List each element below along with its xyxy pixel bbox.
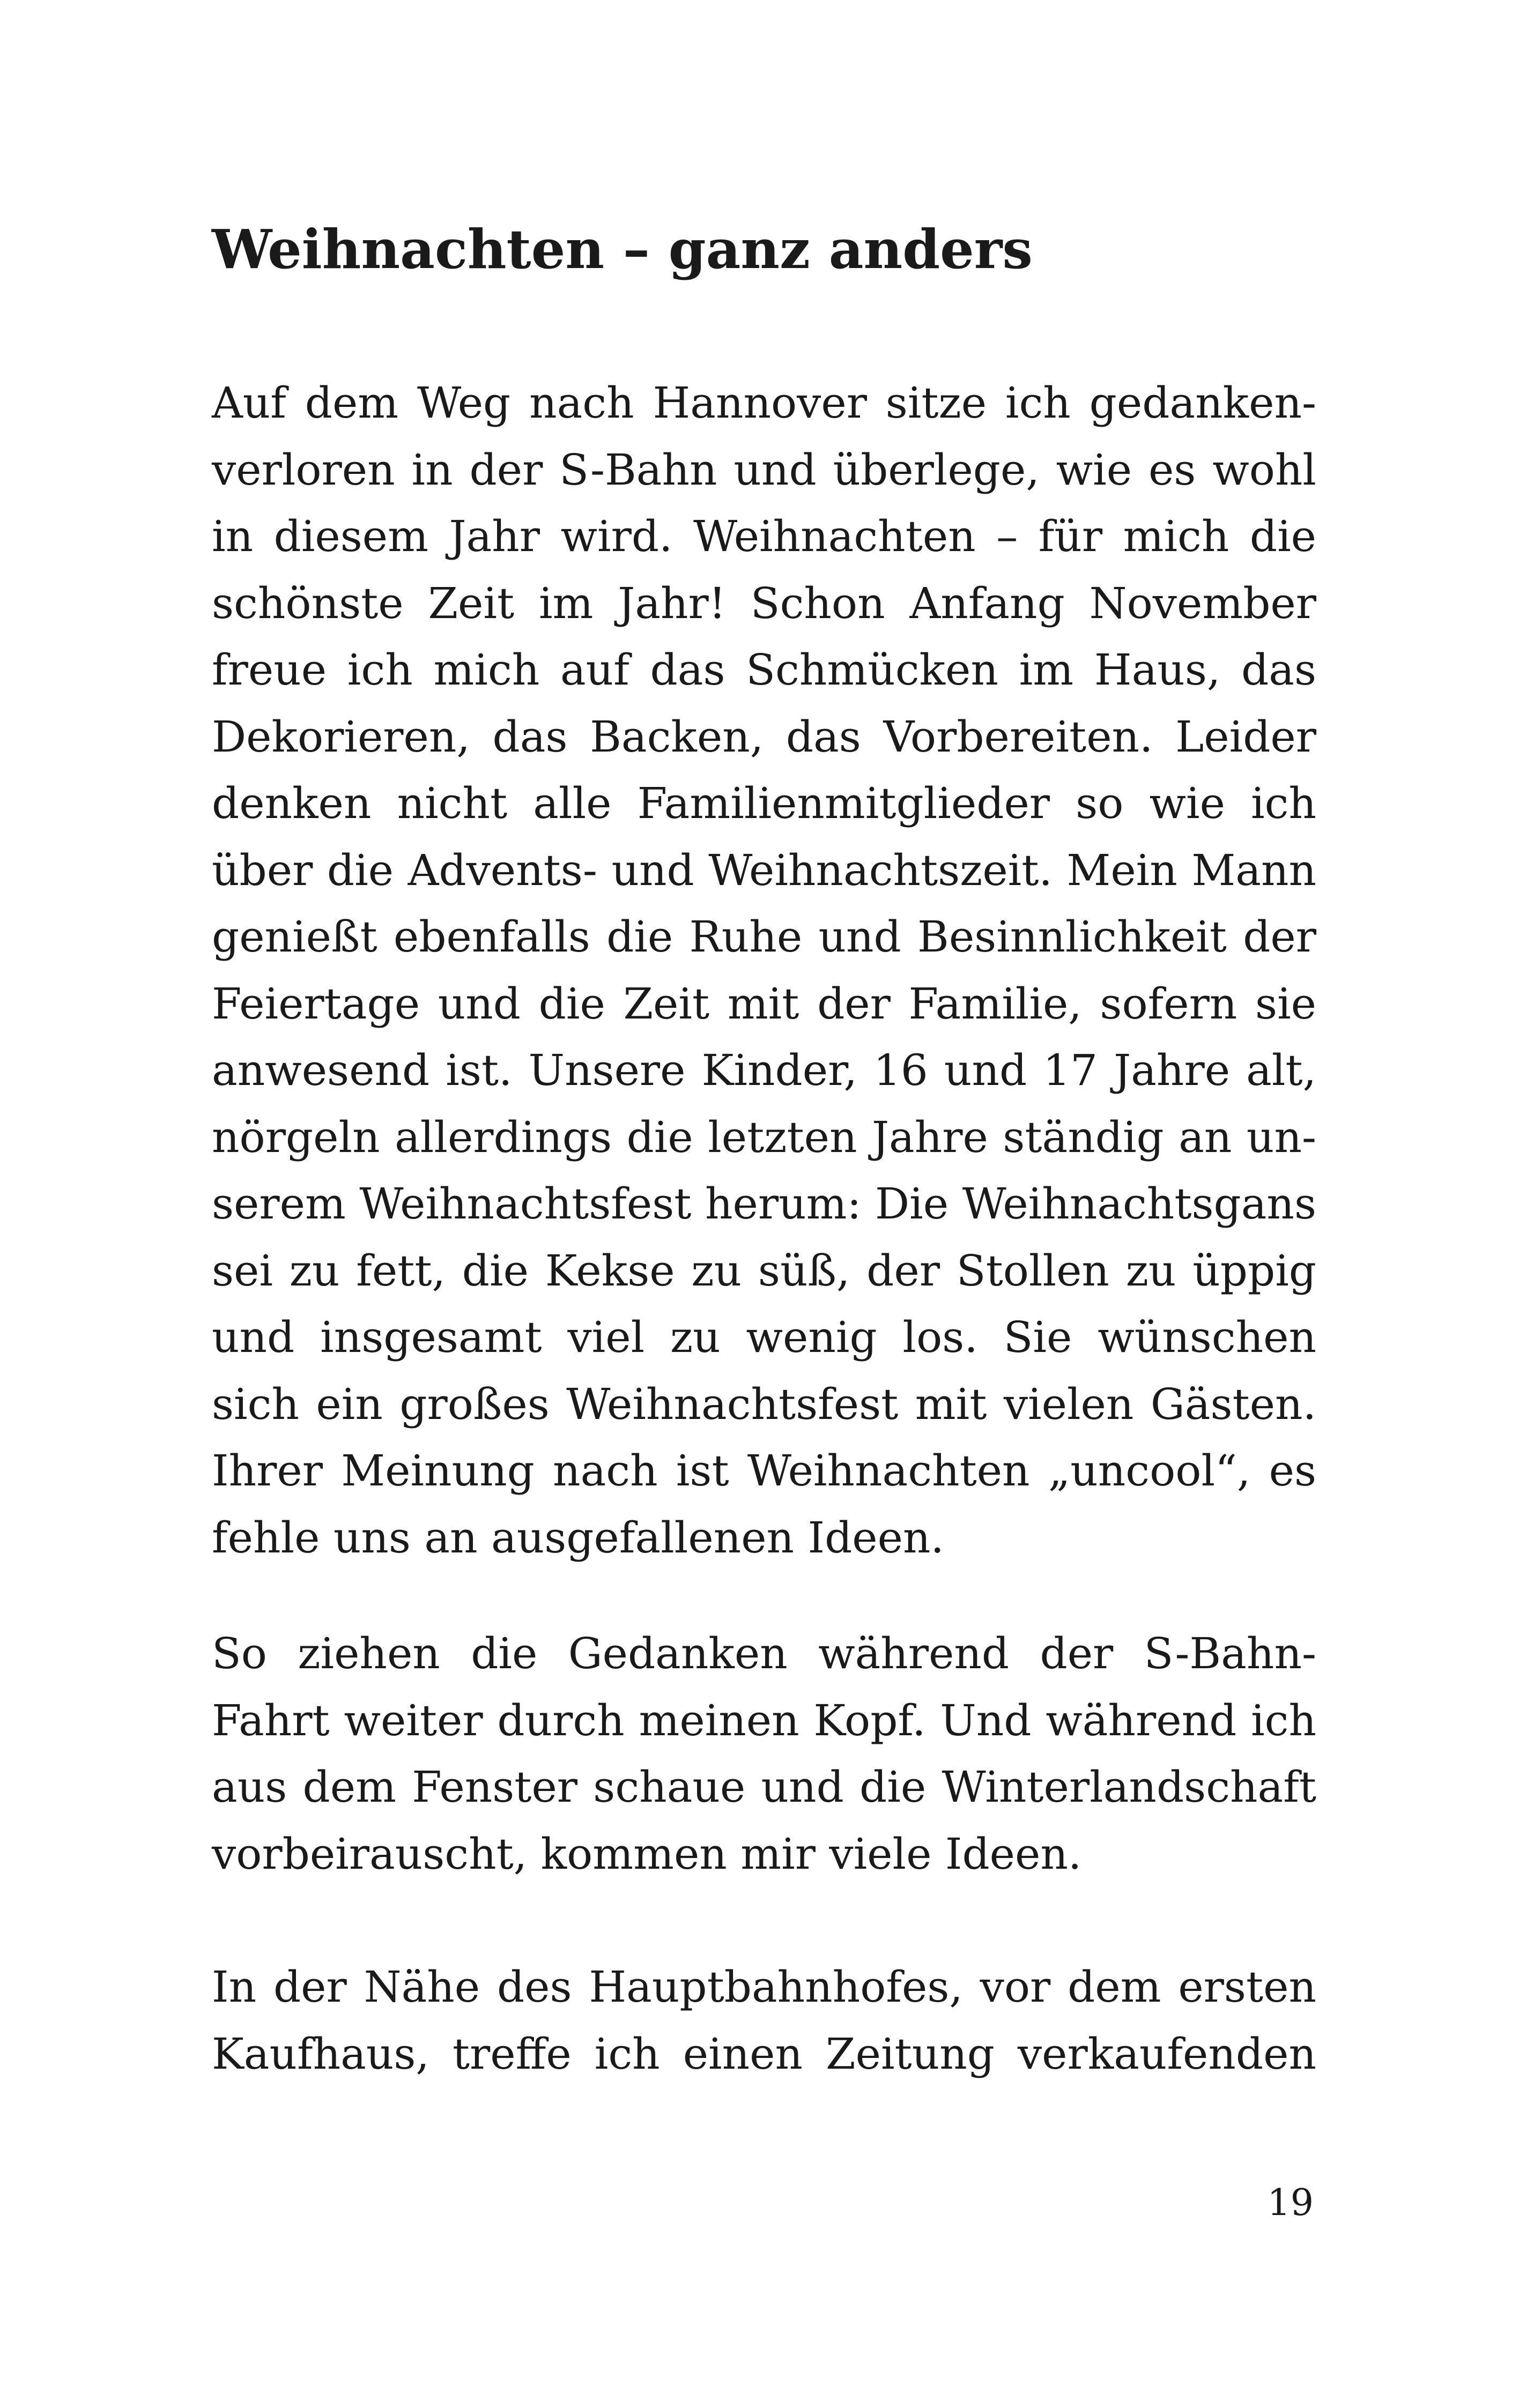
text-line: nörgeln allerdings die letzten Jahre ständig an un- — [212, 1112, 1316, 1162]
text-line: und insgesamt viel zu wenig los. Sie wünschen — [212, 1312, 1316, 1362]
text-line: anwesend ist. Unsere Kinder, 16 und 17 Jahre alt, — [212, 1045, 1316, 1095]
chapter-title: Weihnachten – ganz anders — [212, 218, 1033, 281]
text-line: In der Nähe des Hauptbahnhofes, vor dem ersten — [212, 1962, 1316, 2012]
text-line: serem Weihnachtsfest herum: Die Weihnachtsgans — [212, 1179, 1316, 1229]
text-line: Kaufhaus, treffe ich einen Zeitung verkaufenden — [212, 2028, 1316, 2079]
text-line: in diesem Jahr wird. Weihnachten – für mich die — [212, 511, 1316, 561]
text-line: verloren in der S-Bahn und überlege, wie es wohl — [212, 444, 1316, 495]
paragraph-3 — [212, 1954, 1316, 2087]
text-line: sei zu fett, die Kekse zu süß, der Stollen zu üppig — [212, 1245, 1316, 1296]
text-line: über die Advents- und Weihnachtszeit. Mein Mann — [212, 845, 1316, 895]
text-line: schönste Zeit im Jahr! Schon Anfang November — [212, 578, 1316, 628]
text-line: Dekorieren, das Backen, das Vorbereiten. Leider — [212, 711, 1316, 762]
text-line: So ziehen die Gedanken während der S-Bahn- — [212, 1629, 1316, 1678]
text-line: Fahrt weiter durch meinen Kopf. Und während ich — [212, 1695, 1316, 1745]
page-number: 19 — [1267, 2182, 1314, 2224]
text-line: genießt ebenfalls die Ruhe und Besinnlichkeit der — [212, 912, 1316, 962]
text-line: Ihrer Meinung nach ist Weihnachten „uncool“, es — [212, 1446, 1316, 1496]
text-line: denken nicht alle Familienmitglieder so wie ich — [212, 778, 1316, 828]
text-line: Auf dem Weg nach Hannover sitze ich gedanken- — [212, 378, 1316, 428]
paragraph-1 — [212, 370, 1316, 1571]
text-line: Feiertage und die Zeit mit der Familie, sofern sie — [212, 978, 1316, 1029]
paragraph-2 — [212, 1621, 1316, 1887]
text-line: freue ich mich auf das Schmücken im Haus, das — [212, 645, 1316, 695]
text-line: vorbeirauscht, kommen mir viele Ideen. — [212, 1829, 1082, 1879]
text-line: fehle uns an ausgefallenen Ideen. — [212, 1512, 944, 1563]
text-line: sich ein großes Weihnachtsfest mit vielen Gästen. — [212, 1379, 1316, 1429]
text-line: aus dem Fenster schaue und die Winterlandschaft — [212, 1762, 1316, 1812]
